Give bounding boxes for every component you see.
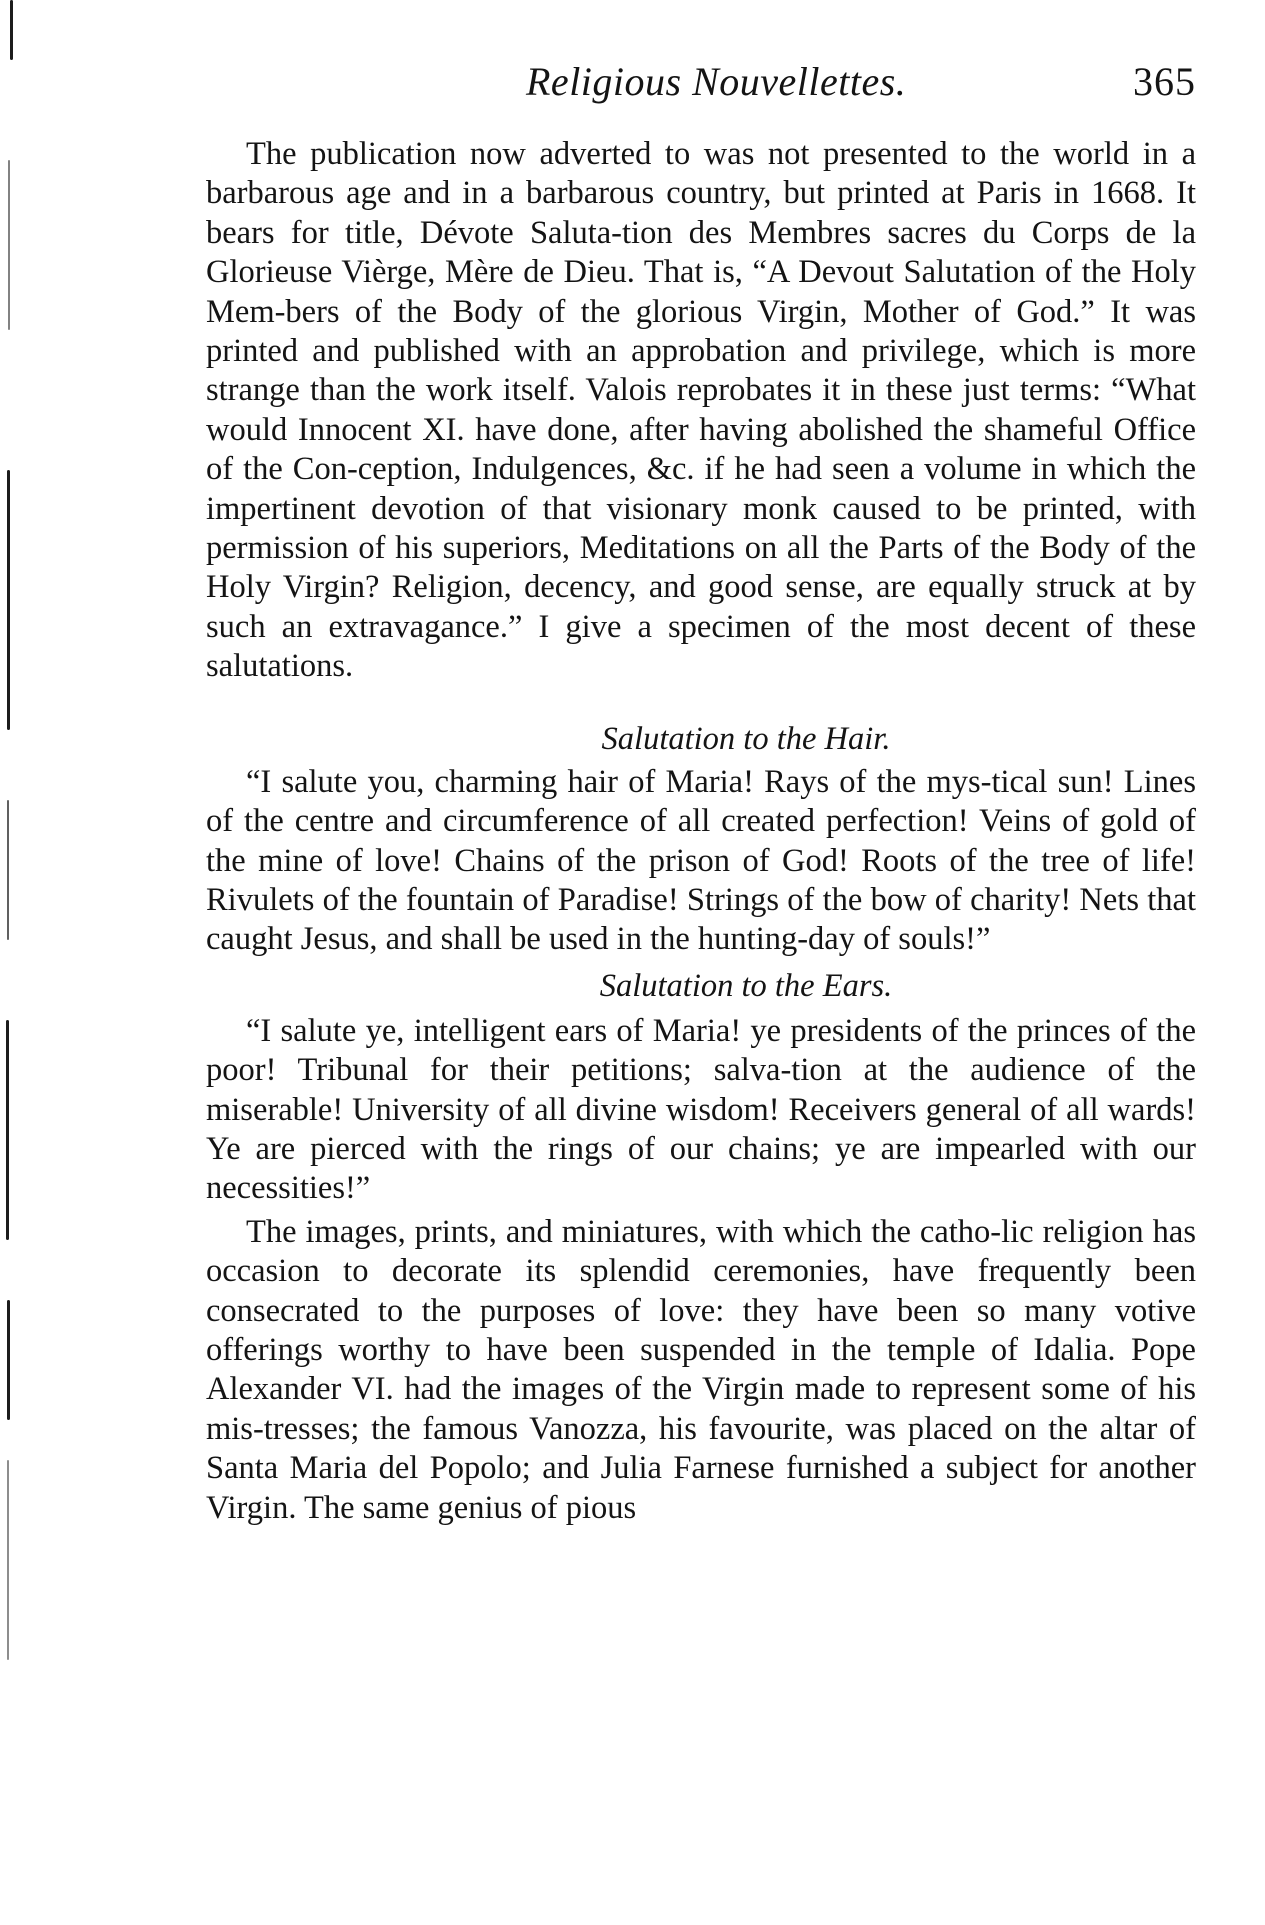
page-number: 365 <box>1133 59 1196 104</box>
scan-edge-mark <box>7 1460 9 1660</box>
scan-edge-mark <box>8 160 10 330</box>
scan-edge-mark <box>7 800 9 940</box>
paragraph-intro: The publication now adverted to was not presented to the world in a barbarous age and in a barbarous country, but printed at Paris in 1668. It bears for title, Dévote Saluta-tion des Membres sacres du Corps de la Glorieuse Vièrge, Mère de Dieu. That is, “A Devout Salutation of the Holy Mem-bers of the Body of the glorious Virgin, Mother of God.” It was printed and published with an approbation and privilege, which is more strange than the work itself. Valois reprobates it in these just terms: “What would Innocent XI. have done, after having abolished the shameful Office of the Con-ception, Indulgences, &c. if he had seen a volume in which the impertinent devotion of that visionary monk caused to be printed, with permission of his superiors, Meditations on all the Parts of the Body of the Holy Virgin? Religion, decency, and good sense, are equally struck at by such an extravagance.” I give a specimen of the most decent of these salutations. <box>206 136 1196 685</box>
subheading-ears: Salutation to the Ears. <box>599 967 893 1004</box>
scan-edge-mark <box>7 1300 10 1420</box>
subheading-hair: Salutation to the Hair. <box>601 720 891 757</box>
running-header <box>206 52 1196 112</box>
quote-hair: “I salute you, charming hair of Maria! Rays of the mys-tical sun! Lines of the centre and circumference of all created perfection! Veins of gold of the mine of love! Chains of the prison of God! Roots of the tree of life! Rivulets of the fountain of Paradise! Strings of the bow of charity! Nets that caught Jesus, and shall be used in the hunting-day of souls!” <box>206 763 1196 958</box>
running-title: Religious Nouvellettes. <box>526 59 907 104</box>
text-block <box>206 135 1196 1528</box>
scan-edge-mark <box>6 1020 9 1240</box>
scan-edge-mark <box>7 470 10 730</box>
scan-edge-mark <box>10 0 13 60</box>
paragraph-images: The images, prints, and miniatures, with which the catho-lic religion has occasion to decorate its splendid ceremonies, have frequently been consecrated to the purposes of love: they have been so many votive offerings worthy to have been suspended in the temple of Idalia. Pope Alexander VI. had the images of the Virgin made to represent some of his mis-tresses; the famous Vanozza, his favourite, was placed on the altar of Santa Maria del Popolo; and Julia Farnese furnished a subject for another Virgin. The same genius of pious <box>206 1213 1196 1526</box>
quote-ears: “I salute ye, intelligent ears of Maria! ye presidents of the princes of the poor! Tribunal for their petitions; salva-tion at the audience of the miserable! University of all divine wisdom! Receivers general of all wards! Ye are pierced with the rings of our chains; ye are impearled with our necessities!” <box>206 1012 1196 1207</box>
